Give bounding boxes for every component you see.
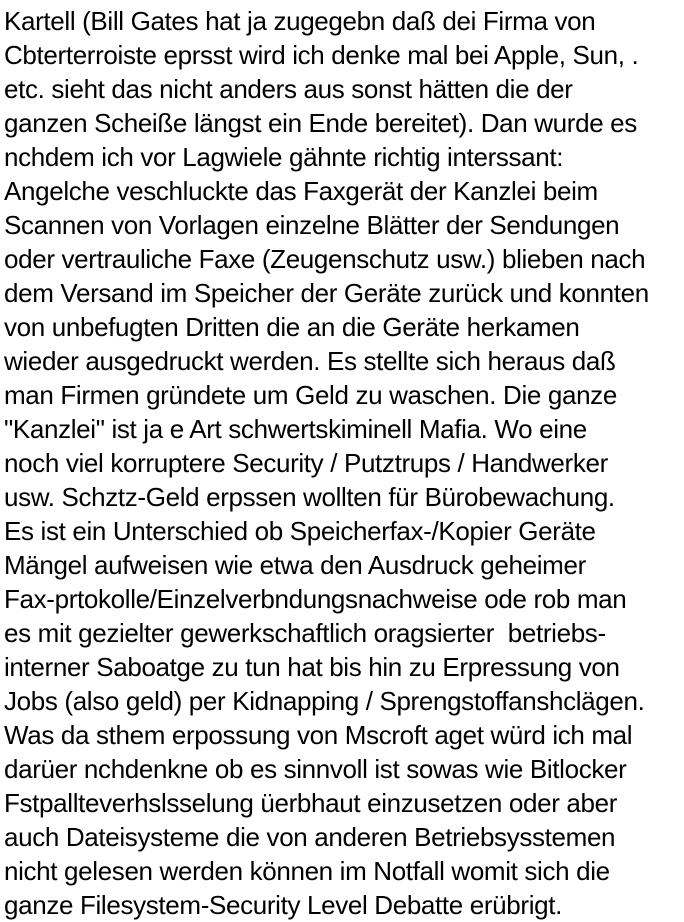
text-line: darüer nchdenkne ob es sinnvoll ist sowas wie Bitlocker [4, 754, 627, 784]
text-line: Cbterterroiste eprsst wird ich denke mal bei Apple, Sun, . [4, 40, 639, 70]
text-line: nicht gelesen werden können im Notfall womit sich die [4, 856, 610, 886]
text-line: auch Dateisysteme die von anderen Betriebsysstemen [4, 822, 616, 852]
text-line: wieder ausgedruckt werden. Es stellte sich heraus daß [4, 346, 616, 376]
text-line: Scannen von Vorlagen einzelne Blätter der Sendungen [4, 210, 620, 240]
text-line: von unbefugten Dritten die an die Geräte herkamen [4, 312, 580, 342]
text-line: ganze Filesystem-Security Level Debatte erübrigt. [4, 890, 562, 920]
text-line: Kartell (Bill Gates hat ja zugegebn daß dei Firma von [4, 6, 596, 36]
text-line: es mit gezielter gewerkschaftlich oragsierter betriebs- [4, 618, 606, 648]
text-line: Fax-prtokolle/Einzelverbndungsnachweise ode rob man [4, 584, 627, 614]
text-line: Was da sthem erpossung von Mscroft aget würd ich mal [4, 720, 633, 750]
text-line: Mängel aufweisen wie etwa den Ausdruck geheimer [4, 550, 586, 580]
text-line: ganzen Scheiße längst ein Ende bereitet). Dan wurde es [4, 108, 637, 138]
text-line: "Kanzlei" ist ja e Art schwertskiminell Mafia. Wo eine [4, 414, 587, 444]
text-line: Angelche veschluckte das Faxgerät der Kanzlei beim [4, 176, 598, 206]
text-line: nchdem ich vor Lagwiele gähnte richtig interssant: [4, 142, 564, 172]
text-line: usw. Schztz-Geld erpssen wollten für Bürobewachung. [4, 482, 615, 512]
text-line: etc. sieht das nicht anders aus sonst hätten die der [4, 74, 573, 104]
text-line: oder vertrauliche Faxe (Zeugenschutz usw.) blieben nach [4, 244, 646, 274]
text-line: interner Saboatge zu tun hat bis hin zu Erpressung von [4, 652, 620, 682]
text-line: man Firmen gründete um Geld zu waschen. Die ganze [4, 380, 617, 410]
text-line: noch viel korruptere Security / Putztrups / Handwerker [4, 448, 608, 478]
text-paragraph [4, 4, 682, 922]
text-line: Fstpallteverhslsselung üerbhaut einzusetzen oder aber [4, 788, 618, 818]
text-line: dem Versand im Speicher der Geräte zurück und konnten [4, 278, 649, 308]
text-line: Es ist ein Unterschied ob Speicherfax-/Kopier Geräte [4, 516, 596, 546]
text-line: Jobs (also geld) per Kidnapping / Sprengstoffanshclägen. [4, 686, 645, 716]
